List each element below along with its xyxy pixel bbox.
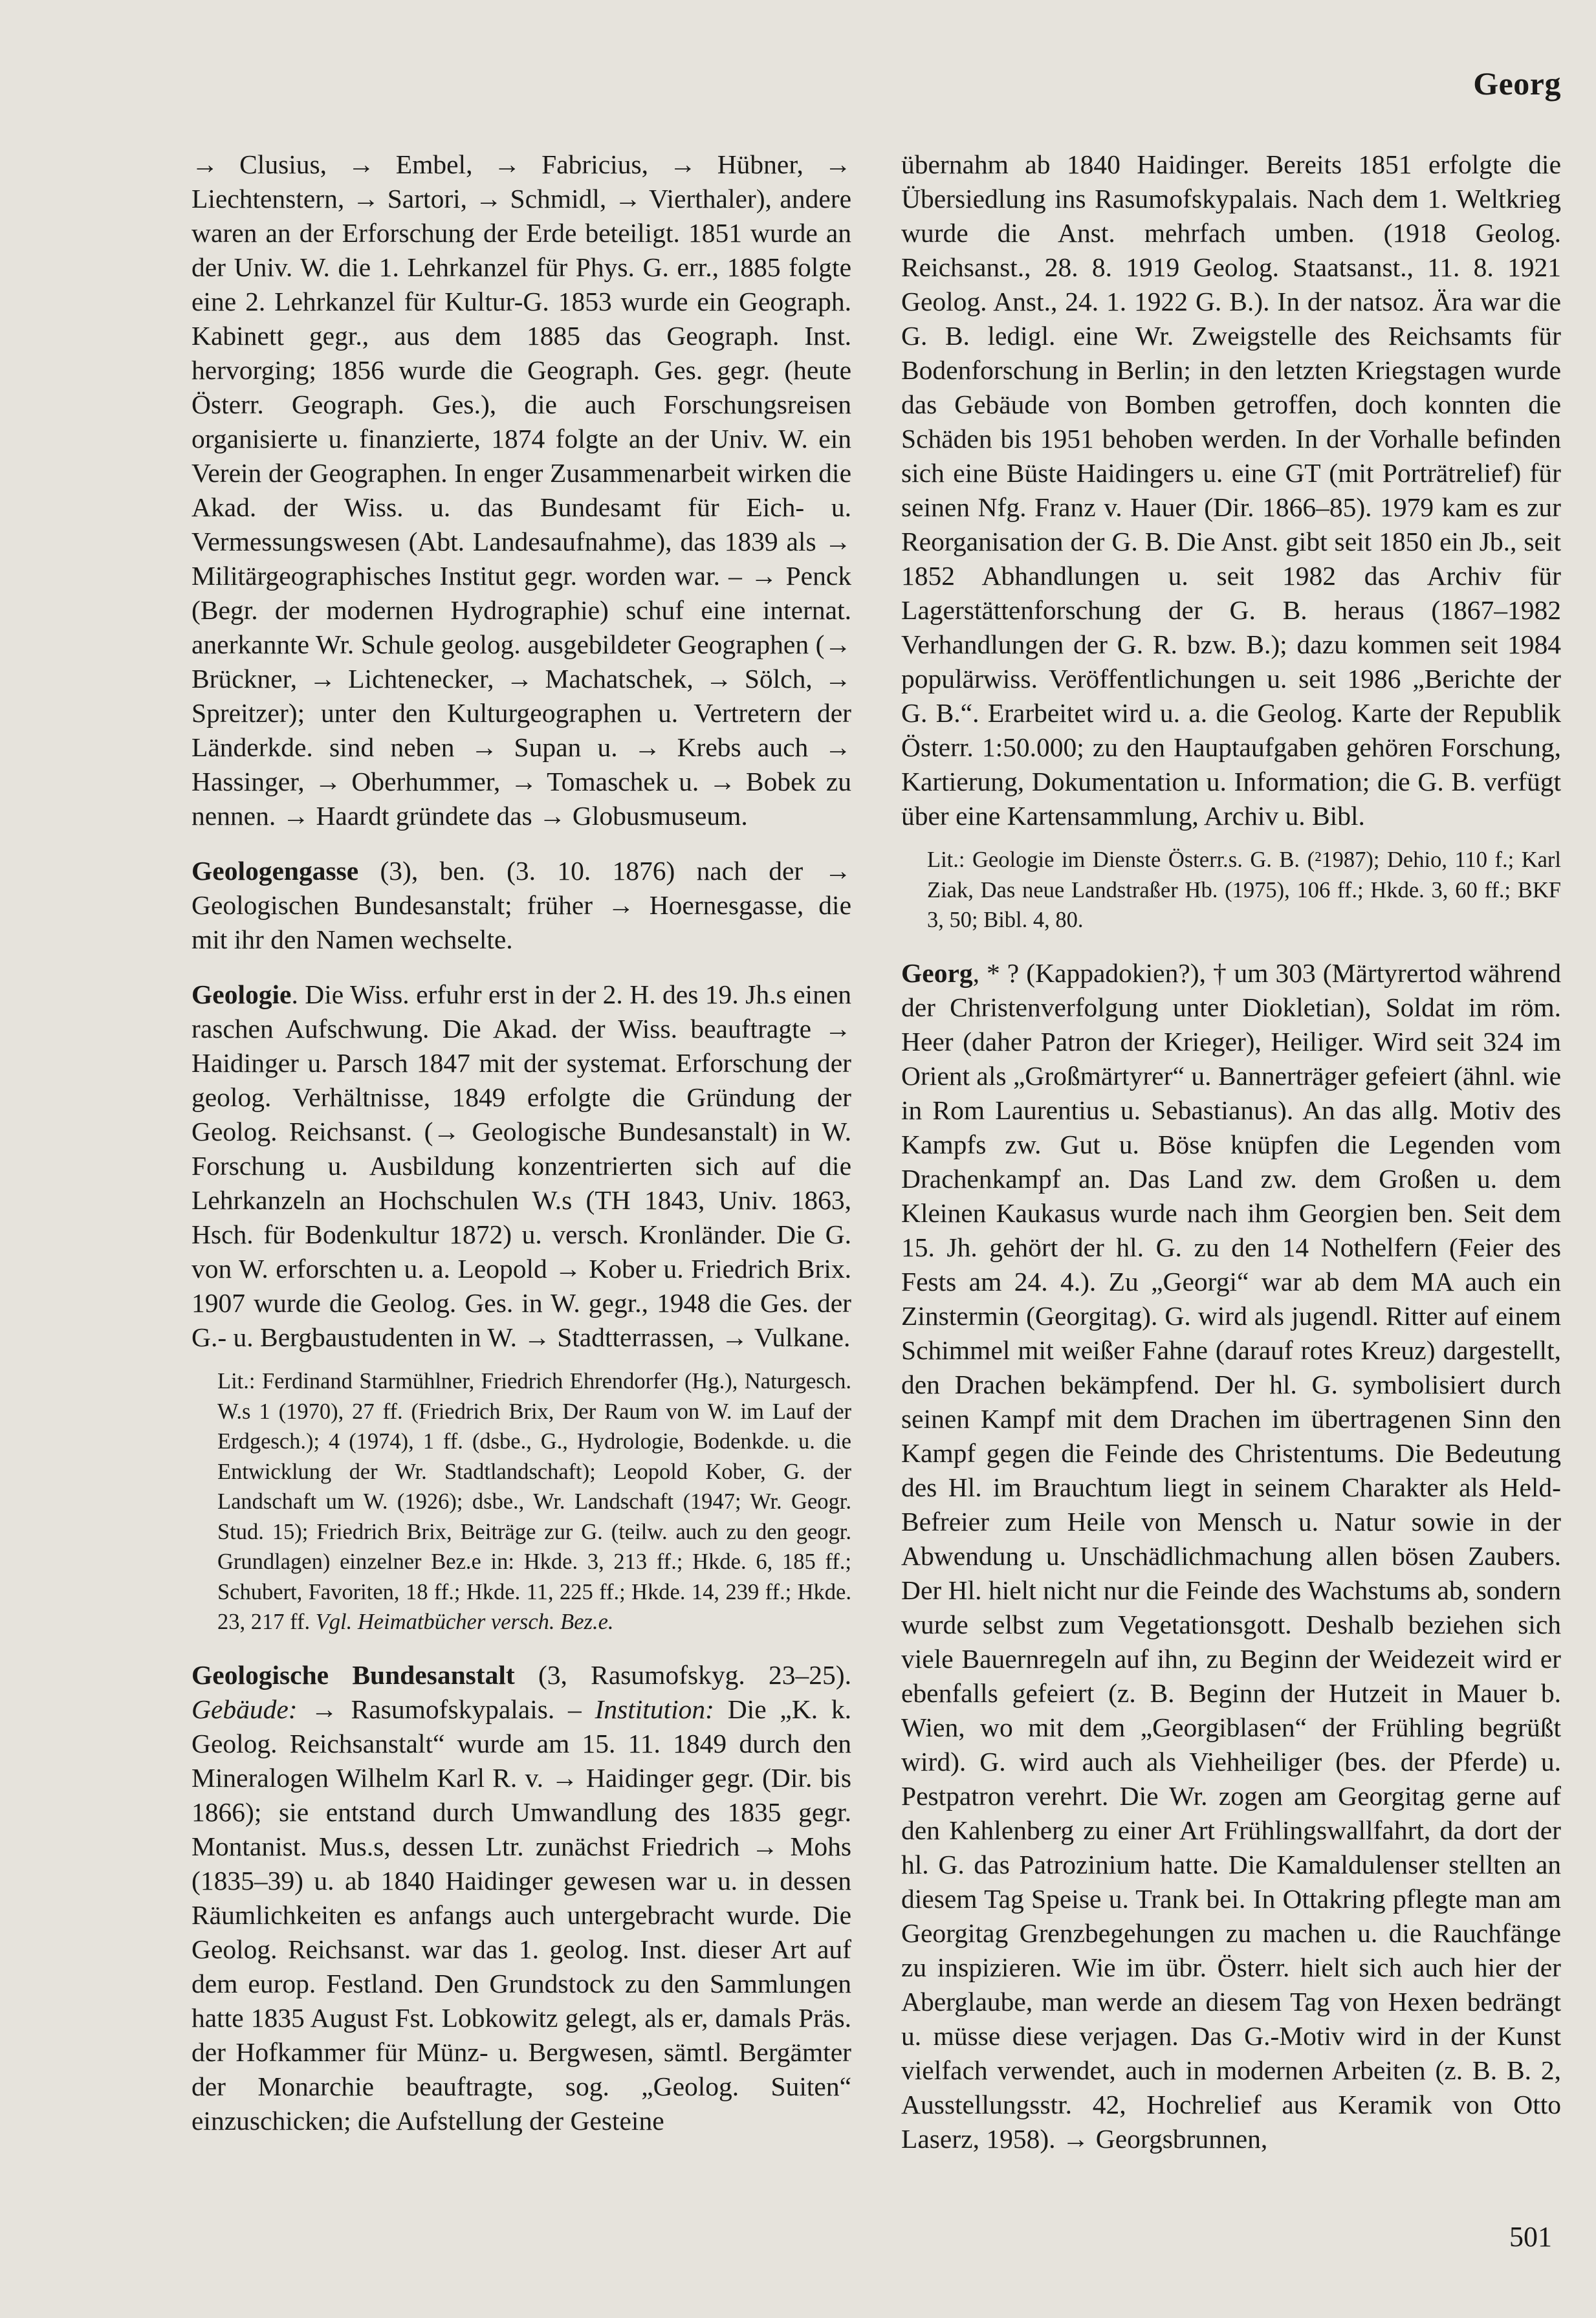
entry-geologengasse bbox=[191, 854, 851, 957]
entry-gba-text-2: → Rasumofskypalais. – bbox=[297, 1694, 595, 1724]
entry-geologengasse-body bbox=[191, 854, 851, 957]
entry-gba-body bbox=[191, 1658, 851, 2138]
geographie-continuation: → Clusius, → Embel, → Fabricius, → Hübner, → Liechtenstern, → Sartori, → Schmidl, → Vierthaler), andere waren an der Erforschung der Erde beteiligt. 1851 wurde an der Univ. W. die 1. Lehrkanzel für Phys. G. err., 1885 folgte eine 2. Lehrkanzel für Kultur-G. 1853 wurde ein Geograph. Kabinett gegr., aus dem 1885 das Geograph. Inst. hervorging; 1856 wurde die Geograph. Ges. gegr. (heute Österr. Geograph. Ges.), die auch Forschungsreisen organisierte u. finanzierte, 1874 folgte an der Univ. W. ein Verein der Geographen. In enger Zusammenarbeit wirken die Akad. der Wiss. u. das Bundesamt für Eich- u. Vermessungswesen (Abt. Landesaufnahme), das 1839 als → Militärgeographisches Institut gegr. worden war. – → Penck (Begr. der modernen Hydrographie) schuf eine internat. anerkannte Wr. Schule geolog. ausgebildeter Geographen (→ Brückner, → Lichtenecker, → Machatschek, → Sölch, → Spreitzer); unter den Kulturgeographen u. Vertretern der Länderkde. sind neben → Supan u. → Krebs auch → Hassinger, → Oberhummer, → Tomaschek u. → Bobek zu nennen. → Haardt gründete das → Globusmuseum. bbox=[191, 149, 851, 831]
literature-gba: Lit.: Geologie im Dienste Österr.s. G. B. (²1987); Dehio, 110 f.; Karl Ziak, Das neue Landstraßer Hb. (1975), 106 ff.; Hkde. 3, 60 ff.; BKF 3, 50; Bibl. 4, 80. bbox=[927, 847, 1561, 932]
headword-gba: Geologische Bundesanstalt bbox=[191, 1659, 515, 1690]
entry-georg-body bbox=[901, 956, 1561, 2156]
headword-geologie: Geologie bbox=[191, 979, 292, 1009]
entry-geologie-body bbox=[191, 978, 851, 1355]
entry-geologengasse-text: (3), ben. (3. 10. 1876) nach der → Geologischen Bundesanstalt; früher → Hoernesgasse, die mit ihr den Namen wechselte. bbox=[191, 856, 851, 954]
entry-gba-text-1: (3, Rasumofskyg. 23–25). bbox=[514, 1659, 851, 1690]
entry-geologie-text: . Die Wiss. erfuhr erst in der 2. H. des 19. Jh.s einen raschen Aufschwung. Die Akad. der Wiss. beauftragte → Haidinger u. Parsch 1847 mit der systemat. Erforschung der geolog. Verhältnisse, 1849 erfolgte die Gründung der Geolog. Reichsanst. (→ Geologische Bundesanstalt) in W. Forschung u. Ausbildung konzentrierten sich auf die Lehrkanzeln an Hochschulen W.s (TH 1843, Univ. 1863, Hsch. für Bodenkultur 1872) u. versch. Kronländer. Die G. von W. erforschten u. a. Leopold → Kober u. Friedrich Brix. 1907 wurde die Geolog. Ges. in W. gegr., 1948 die Ges. der G.- u. Bergbaustudenten in W. → Stadtterrassen, → Vulkane. bbox=[191, 979, 851, 1352]
gba-continuation: übernahm ab 1840 Haidinger. Bereits 1851 erfolgte die Übersiedlung ins Rasumofskypalais. Nach dem 1. Weltkrieg wurde die Anst. mehrfach umben. (1918 Geolog. Reichsanst., 28. 8. 1919 Geolog. Staatsanst., 11. 8. 1921 Geolog. Anst., 24. 1. 1922 G. B.). In der natsoz. Ära war die G. B. ledigl. eine Wr. Zweigstelle des Reichsamts für Bodenforschung in Berlin; in den letzten Kriegstagen wurde das Gebäude von Bomben getroffen, doch konnten die Schäden bis 1951 behoben werden. In der Vorhalle befinden sich eine Büste Haidingers u. eine GT (mit Porträtrelief) für seinen Nfg. Franz v. Hauer (Dir. 1866–85). 1979 kam es zur Reorganisation der G. B. Die Anst. gibt seit 1850 ein Jb., seit 1852 Abhandlungen u. seit 1982 das Archiv für Lagerstättenforschung der G. B. heraus (1867–1982 Verhandlungen der G. R. bzw. B.); dazu kommen seit 1984 populärwiss. Veröffentlichungen u. seit 1986 „Berichte der G. B.“. Erarbeitet wird u. a. die Geolog. Karte der Republik Österr. 1:50.000; zu den Hauptaufgaben gehören Forschung, Kartierung, Dokumentation u. Information; die G. B. verfügt über eine Kartensammlung, Archiv u. Bibl. bbox=[901, 149, 1561, 831]
running-head: Georg bbox=[1473, 65, 1561, 102]
literature-geologie-text: Lit.: Ferdinand Starmühlner, Friedrich Ehrendorfer (Hg.), Naturgesch. W.s 1 (1970), 27 ff. (Friedrich Brix, Der Raum von W. im Lauf der Erdgesch.); 4 (1974), 1 ff. (dsbe., G., Hydrologie, Bodenkde. u. die Entwicklung der Wr. Stadtlandschaft); Leopold Kober, G. der Landschaft um W. (1926); dsbe., Wr. Landschaft (1947; Wr. Geogr. Stud. 15); Friedrich Brix, Beiträge zur G. (teilw. auch zu den geogr. Grundlagen) einzelner Bez.e in: Hkde. 3, 213 ff.; Hkde. 6, 185 ff.; Schubert, Favoriten, 18 ff.; Hkde. 11, 225 ff.; Hkde. 14, 239 ff.; Hkde. 23, 217 ff. bbox=[217, 1369, 851, 1634]
entry-georg-text: , * ? (Kappadokien?), † um 303 (Märtyrertod während der Christenverfolgung unter Diokletian), Soldat im röm. Heer (daher Patron der Krieger), Heiliger. Wird seit 324 im Orient als „Großmärtyrer“ u. Bannerträger gefeiert (ähnl. wie in Rom Laurentius u. Sebastianus). An das allg. Motiv des Kampfs zw. Gut u. Böse knüpfen die Legenden vom Drachenkampf an. Das Land zw. dem Großen u. dem Kleinen Kaukasus wurde nach ihm Georgien ben. Seit dem 15. Jh. gehört der hl. G. zu den 14 Nothelfern (Feier des Fests am 24. 4.). Zu „Georgi“ war ab dem MA auch ein Zinstermin (Georgitag). G. wird als jugendl. Ritter auf einem Schimmel mit weißer Fahne (darauf rotes Kreuz) dargestellt, den Drachen bekämpfend. Der hl. G. symbolisiert durch seinen Kampf mit dem Drachen im übertragenen Sinn den Kampf gegen die Feinde des Christentums. Die Bedeutung des Hl. im Brauchtum liegt in seinem Charakter als Held-Befreier zum Heile von Mensch u. Natur sowie in der Abwendung u. Unschädlichmachung allen bösen Zaubers. Der Hl. hielt nicht nur die Feinde des Wachstums ab, sondern wurde selbst zum Vegetationsgott. Deshalb beziehen sich viele Bauernregeln auf ihn, zu Beginn der Weidezeit wird er ebenfalls gefeiert (z. B. Beginn der Hutzeit in Mauer b. Wien, wo mit dem „Georgiblasen“ der Frühling begrüßt wird). G. wird auch als Viehheiliger (bes. der Pferde) u. Pestpatron verehrt. Die Wr. zogen am Georgitag gerne auf den Kahlenberg zu einer Art Frühlingswallfahrt, da dort der hl. G. das Patrozinium hatte. Die Kamaldulenser stellten an diesem Tag Speise u. Trank bei. In Ottakring pflegte man am Georgitag Grenzbegehungen zu machen u. die Rauchfänge zu inspizieren. Wie im übr. Österr. hielt sich auch hier der Aberglaube, man werde an diesem Tag von Hexen bedrängt u. müsse diese verjagen. Das G.-Motiv wird in der Kunst vielfach verwendet, auch in modernen Arbeiten (z. B. B. 2, Ausstellungsstr. 42, Hochrelief aus Keramik von Otto Laserz, 1958). → Georgsbrunnen, bbox=[901, 957, 1561, 2154]
label-institution: Institution: bbox=[595, 1694, 714, 1724]
page-number: 501 bbox=[1509, 2221, 1552, 2253]
literature-geologie-italic: Vgl. Heimatbücher versch. Bez.e. bbox=[315, 1610, 614, 1634]
entry-gba-text-3: Die „K. k. Geolog. Reichsanstalt“ wurde am 15. 11. 1849 durch den Mineralogen Wilhelm Karl R. v. → Haidinger gegr. (Dir. bis 1866); sie entstand durch Umwandlung des 1835 gegr. Montanist. Mus.s, dessen Ltr. zunächst Friedrich → Mohs (1835–39) u. ab 1840 Haidinger gewesen war u. in dessen Räumlichkeiten es anfangs auch untergebracht wurde. Die Geolog. Reichsanst. war das 1. geolog. Inst. dieser Art auf dem europ. Festland. Den Grundstock zu den Sammlungen hatte 1835 August Fst. Lobkowitz gelegt, als er, damals Präs. der Hofkammer für Münz- u. Bergwesen, sämtl. Bergämter der Monarchie beauftragte, sog. „Geolog. Suiten“ einzuschicken; die Aufstellung der Gesteine bbox=[191, 1694, 851, 2136]
right-column bbox=[901, 148, 1561, 2156]
entry-georg bbox=[901, 956, 1561, 2156]
headword-georg: Georg bbox=[901, 957, 973, 988]
left-column bbox=[191, 148, 851, 2138]
entry-geologie bbox=[191, 978, 851, 1355]
headword-geologengasse: Geologengasse bbox=[191, 856, 359, 886]
literature-geologie bbox=[191, 1366, 851, 1637]
label-gebaeude: Gebäude: bbox=[191, 1694, 298, 1724]
entry-geologische-bundesanstalt bbox=[191, 1658, 851, 2138]
